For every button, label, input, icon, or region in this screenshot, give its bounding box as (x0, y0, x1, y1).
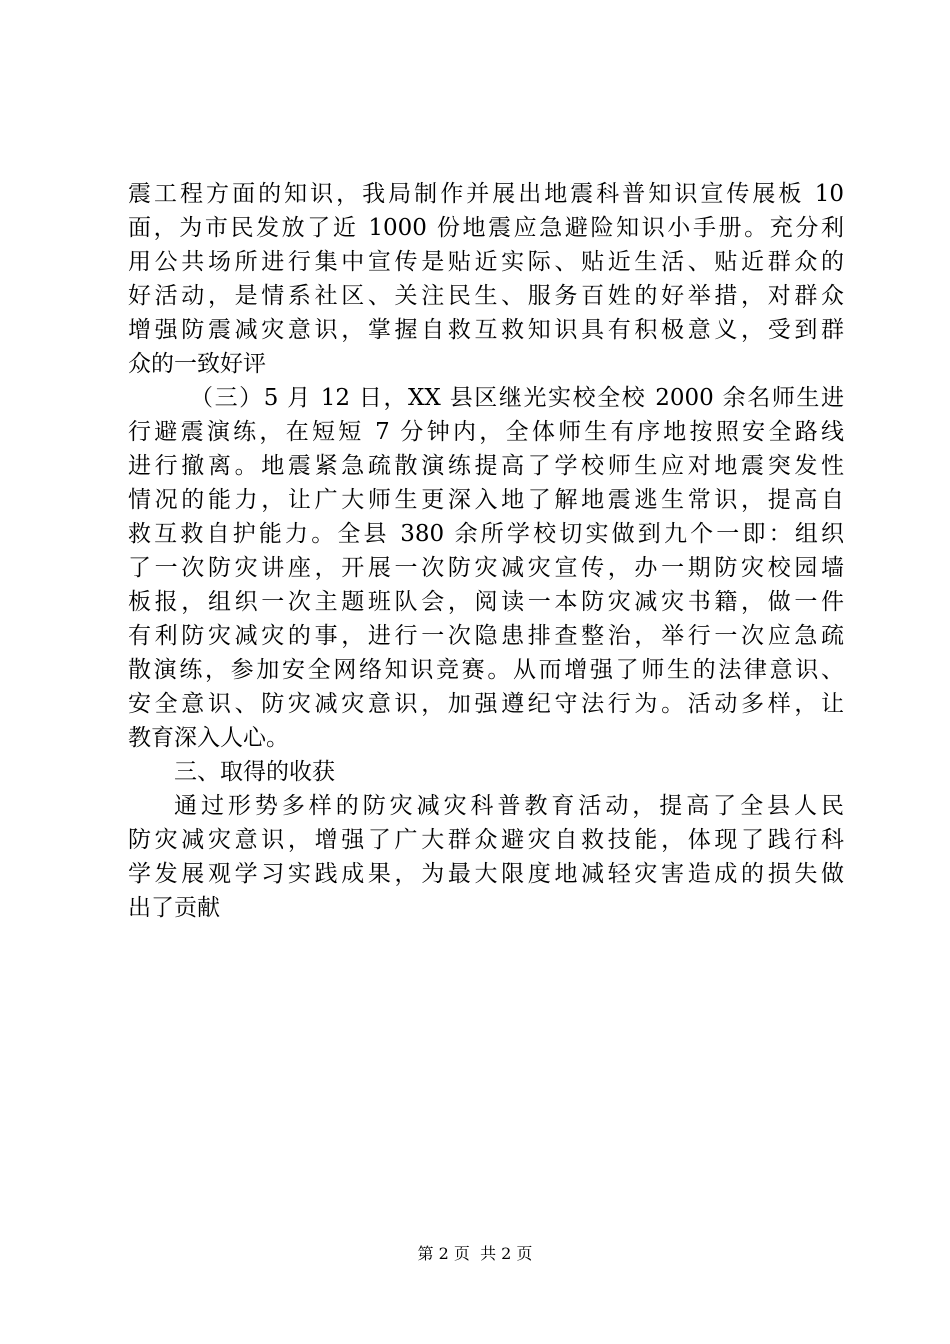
paragraph-line: 学发展观学习实践成果，为最大限度地减轻灾害造成的损失做 (128, 861, 844, 887)
paragraph-line: 面，为市民发放了近 1000 份地震应急避险知识小手册。充分利 (128, 215, 844, 241)
document-body (128, 177, 844, 925)
paragraph-line: 散演练，参加安全网络知识竞赛。从而增强了师生的法律意识、 (128, 657, 844, 683)
page-footer (0, 1243, 950, 1265)
paragraph-line: 了一次防灾讲座，开展一次防灾减灾宣传，办一期防灾校园墙 (128, 555, 844, 581)
paragraph-line: 板报，组织一次主题班队会，阅读一本防灾减灾书籍，做一件 (128, 589, 844, 615)
paragraph-line: 教育深入人心。 (128, 725, 289, 751)
paragraph-line: 行避震演练，在短短 7 分钟内，全体师生有序地按照安全路线 (128, 419, 844, 445)
paragraph-line: 用公共场所进行集中宣传是贴近实际、贴近生活、贴近群众的 (128, 249, 844, 275)
paragraph-line: 防灾减灾意识，增强了广大群众避灾自救技能，体现了践行科 (128, 827, 844, 853)
paragraph-line: 救互救自护能力。全县 380 余所学校切实做到九个一即：组织 (128, 521, 844, 547)
paragraph-line: 安全意识、防灾减灾意识，加强遵纪守法行为。活动多样，让 (128, 691, 844, 717)
paragraph-line: 出了贡献 (128, 895, 220, 921)
paragraph-line: 好活动，是情系社区、关注民生、服务百姓的好举措，对群众 (128, 283, 844, 309)
paragraph-line: 进行撤离。地震紧急疏散演练提高了学校师生应对地震突发性 (128, 453, 844, 479)
paragraph-line: 通过形势多样的防灾减灾科普教育活动，提高了全县人民 (174, 793, 844, 819)
paragraph-line: 震工程方面的知识，我局制作并展出地震科普知识宣传展板 10 (128, 181, 844, 207)
paragraph-line: 有利防灾减灾的事，进行一次隐患排查整治，举行一次应急疏 (128, 623, 844, 649)
paragraph-line: 增强防震减灾意识，掌握自救互救知识具有积极意义，受到群 (128, 317, 844, 343)
section-heading: 三、取得的收获 (174, 759, 335, 785)
paragraph-line: 情况的能力，让广大师生更深入地了解地震逃生常识，提高自 (128, 487, 844, 513)
paragraph-line: 众的一致好评 (128, 351, 266, 377)
page-number-label: 第 2 页 共 2 页 (417, 1244, 533, 1263)
paragraph-line: （三）5 月 12 日，XX 县区继光实校全校 2000 余名师生进 (190, 385, 844, 411)
